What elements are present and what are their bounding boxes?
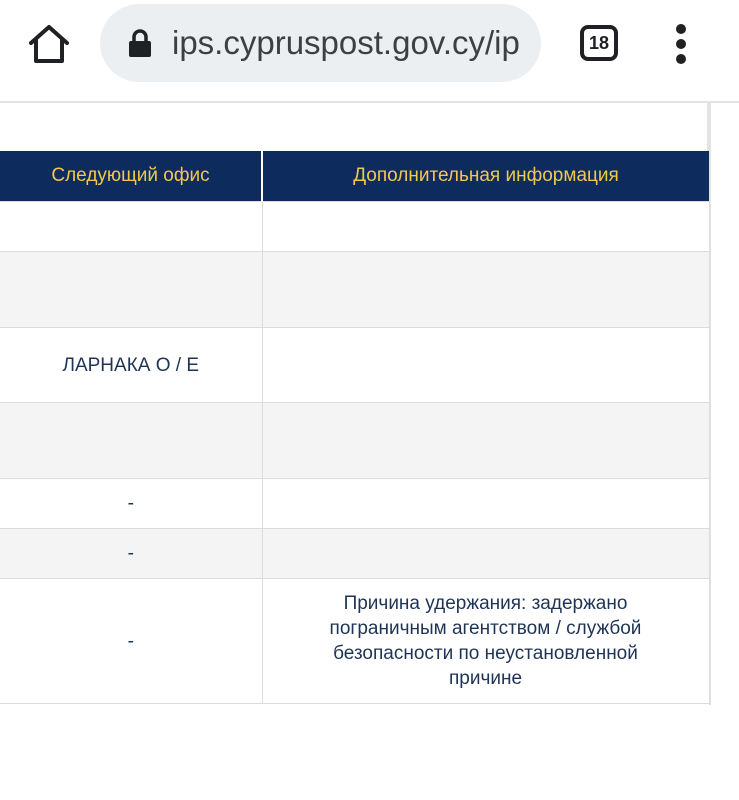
tab-switcher-button[interactable]: 18 (580, 25, 618, 61)
more-vert-icon (676, 24, 686, 34)
address-bar[interactable] (100, 4, 541, 82)
table-row (0, 403, 709, 479)
page-content (0, 88, 739, 800)
cell-next-office (0, 252, 262, 328)
table-row (0, 252, 709, 328)
lock-icon (128, 28, 152, 58)
cell-next-office (0, 202, 262, 252)
table-row (0, 328, 709, 403)
cell-next-office: - (0, 529, 262, 579)
cell-next-office: - (0, 479, 262, 529)
table-top-strip (0, 101, 709, 151)
table-row (0, 529, 709, 579)
cell-additional-info (262, 328, 709, 403)
browser-toolbar (0, 0, 739, 88)
cell-next-office: ЛАРНАКА О / Е (0, 328, 262, 403)
cell-additional-info (262, 202, 709, 252)
cell-additional-info: Причина удержания: задержано пограничным агентством / службой безопасности по неустановленной причине (262, 579, 709, 704)
cell-next-office: - (0, 579, 262, 704)
overflow-menu-button[interactable] (668, 24, 694, 64)
home-button[interactable] (26, 22, 72, 66)
cell-additional-info (262, 252, 709, 328)
header-additional-info: Дополнительная информация (262, 151, 709, 202)
table-right-edge (709, 101, 739, 705)
table-header-row (0, 151, 709, 202)
header-next-office: Следующий офис (0, 151, 262, 202)
table-row (0, 579, 709, 704)
url-text: ips.cypruspost.gov.cy/ip (172, 24, 520, 61)
cell-additional-info (262, 529, 709, 579)
cell-additional-info (262, 479, 709, 529)
home-icon (26, 22, 72, 66)
tracking-table (0, 151, 710, 704)
cell-additional-info (262, 403, 709, 479)
table-row (0, 479, 709, 529)
table-row (0, 202, 709, 252)
cell-next-office (0, 403, 262, 479)
more-vert-icon-dot (676, 54, 686, 64)
more-vert-icon-dot (676, 39, 686, 49)
